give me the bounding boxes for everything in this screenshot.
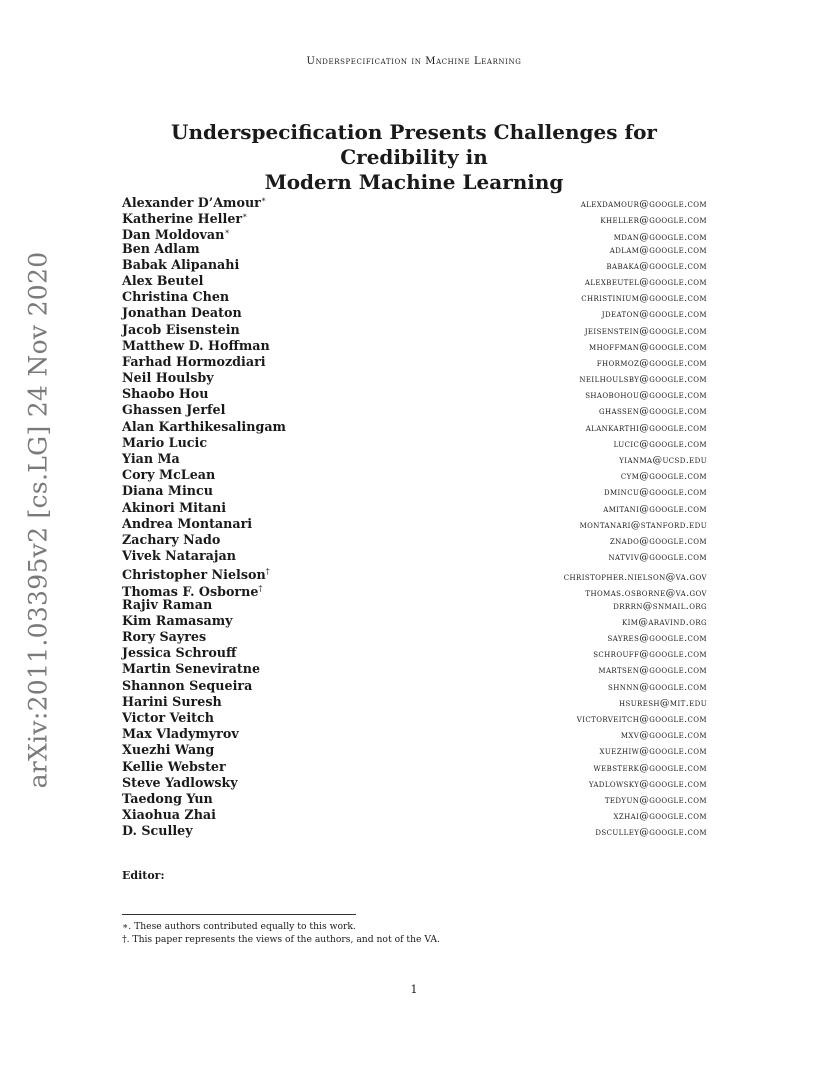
author-row <box>122 192 707 211</box>
author-name <box>122 322 240 338</box>
author-email: dmincu@google.com <box>603 487 707 499</box>
author-row <box>122 257 707 273</box>
title-line-2: Modern Machine Learning <box>264 170 564 194</box>
author-email: montanari@stanford.edu <box>579 519 707 531</box>
author-name <box>122 791 213 807</box>
footnotes <box>122 920 440 946</box>
author-name <box>122 257 239 273</box>
author-row <box>122 419 707 435</box>
author-row <box>122 354 707 370</box>
author-email: mxv@google.com <box>620 730 707 742</box>
author-name-text: Christopher Nielson <box>122 567 266 583</box>
author-email: adlam@google.com <box>609 244 707 256</box>
author-name-text: Jonathan Deaton <box>122 305 242 321</box>
author-name-text: Kim Ramasamy <box>122 612 233 628</box>
author-row <box>122 338 707 354</box>
author-email: cym@google.com <box>620 471 707 483</box>
author-email: shaobohou@google.com <box>585 390 707 402</box>
author-name <box>122 629 206 645</box>
author-row <box>122 597 707 613</box>
author-name-text: Mario Lucic <box>122 434 208 450</box>
author-email: lucic@google.com <box>613 438 707 450</box>
author-name-text: Harini Suresh <box>122 693 222 709</box>
author-email: alankarthi@google.com <box>585 422 707 434</box>
author-name <box>122 241 200 257</box>
author-email: babaka@google.com <box>606 260 707 272</box>
author-name-text: Akinori Mitani <box>122 499 227 515</box>
author-row <box>122 289 707 305</box>
author-row <box>122 370 707 386</box>
author-name <box>122 402 225 418</box>
author-row <box>122 726 707 742</box>
author-name <box>122 370 214 386</box>
author-name <box>122 645 236 661</box>
author-email: mdan@google.com <box>613 231 707 243</box>
author-row <box>122 548 707 564</box>
author-email: sayres@google.com <box>607 633 707 645</box>
author-name-text: Alan Karthikesalingam <box>122 418 286 434</box>
author-name <box>122 613 233 629</box>
author-name-text: Cory McLean <box>122 467 216 483</box>
author-row <box>122 322 707 338</box>
author-name-text: Andrea Montanari <box>122 515 253 531</box>
author-name <box>122 694 222 710</box>
paper-title <box>120 120 708 195</box>
author-name-text: Babak Alipanahi <box>122 256 240 272</box>
author-email: natviv@google.com <box>608 552 707 564</box>
author-row <box>122 451 707 467</box>
author-email: jdeaton@google.com <box>601 309 707 321</box>
footnote-va-disclaimer: †. This paper represents the views of the authors, and not of the VA. <box>122 934 440 945</box>
author-row <box>122 386 707 402</box>
author-email: dsculley@google.com <box>595 827 707 839</box>
author-email: hsuresh@mit.edu <box>619 697 707 709</box>
author-name-text: Steve Yadlowsky <box>122 774 238 790</box>
author-row <box>122 694 707 710</box>
author-email: victorveitch@google.com <box>576 714 707 725</box>
author-email: yianma@ucsd.edu <box>619 455 707 466</box>
author-name-text: Taedong Yun <box>122 790 213 806</box>
author-name <box>122 516 252 532</box>
author-name-text: Alexander D’Amour <box>122 195 261 211</box>
author-row <box>122 483 707 499</box>
running-head: Underspecification in Machine Learning <box>306 56 522 67</box>
author-name <box>122 532 220 548</box>
author-name <box>122 451 180 467</box>
author-name-text: Rajiv Raman <box>122 596 213 612</box>
author-row <box>122 629 707 645</box>
author-row <box>122 775 707 791</box>
author-name-text: Dan Moldovan <box>122 227 225 243</box>
author-email: shnnn@google.com <box>608 681 707 693</box>
author-row <box>122 564 707 583</box>
author-email: neilhoulsby@google.com <box>579 374 707 386</box>
author-email: kim@aravind.org <box>622 616 707 628</box>
author-name <box>122 338 270 354</box>
author-email: alexbeutel@google.com <box>584 276 707 288</box>
author-row <box>122 791 707 807</box>
author-name-text: Yian Ma <box>122 451 180 466</box>
author-email: amitani@google.com <box>603 503 707 515</box>
author-row <box>122 645 707 661</box>
author-name <box>122 742 214 758</box>
author-name-text: Zachary Nado <box>122 531 221 547</box>
author-name-text: Christina Chen <box>122 289 230 305</box>
author-name-text: Farhad Hormozdiari <box>122 353 266 369</box>
author-email: mhoffman@google.com <box>589 341 707 353</box>
author-name <box>122 807 216 823</box>
author-name-text: D. Sculley <box>122 823 193 839</box>
author-name-text: Max Vladymyrov <box>122 726 239 742</box>
author-email: martsen@google.com <box>598 665 707 677</box>
author-name <box>122 273 204 289</box>
author-email: kheller@google.com <box>600 215 707 227</box>
author-email: ghassen@google.com <box>599 406 707 418</box>
author-email: christopher.nielson@va.gov <box>563 571 707 583</box>
author-email: xzhai@google.com <box>613 811 707 823</box>
author-row <box>122 661 707 677</box>
author-name <box>122 823 193 839</box>
author-row <box>122 742 707 758</box>
author-footnote-mark: ∗ <box>224 227 230 237</box>
author-row <box>122 402 707 418</box>
author-name <box>122 435 207 451</box>
page-number: 1 <box>410 983 418 996</box>
author-row <box>122 467 707 483</box>
author-name-text: Vivek Natarajan <box>122 548 236 564</box>
author-name-text: Jacob Eisenstein <box>122 321 240 337</box>
title-line-1: Underspecification Presents Challenges for Credibility in <box>171 120 657 169</box>
author-row <box>122 273 707 289</box>
author-row <box>122 305 707 321</box>
author-name <box>122 726 239 742</box>
author-name-text: Xiaohua Zhai <box>122 807 216 823</box>
author-list <box>122 192 707 840</box>
author-name-text: Shannon Sequeira <box>122 677 253 693</box>
author-name-text: Neil Houlsby <box>122 370 214 386</box>
author-row <box>122 807 707 823</box>
author-name <box>122 289 229 305</box>
author-name-text: Kellie Webster <box>122 758 226 774</box>
author-row <box>122 613 707 629</box>
author-row <box>122 710 707 726</box>
author-name-text: Martin Seneviratne <box>122 661 261 677</box>
author-name-text: Ghassen Jerfel <box>122 402 226 418</box>
author-name <box>122 305 242 321</box>
author-name <box>122 548 236 564</box>
author-name-text: Ben Adlam <box>122 240 200 256</box>
author-email: drrrn@snmail.org <box>613 600 707 612</box>
author-name <box>122 483 213 499</box>
author-email: fhormoz@google.com <box>596 357 707 369</box>
author-name <box>122 710 214 726</box>
footnote-rule <box>122 914 356 915</box>
author-row <box>122 516 707 532</box>
author-email: yadlowsky@google.com <box>588 778 707 790</box>
author-email: tedyun@google.com <box>604 794 707 806</box>
author-footnote-mark: ∗ <box>242 211 248 221</box>
author-email: znado@google.com <box>609 535 707 547</box>
author-name <box>122 678 252 694</box>
author-name <box>122 775 238 791</box>
author-name <box>122 386 209 402</box>
author-name <box>122 759 226 775</box>
author-email: jeisenstein@google.com <box>584 325 707 337</box>
author-email: schrouff@google.com <box>593 649 707 661</box>
author-name <box>122 354 266 370</box>
author-row <box>122 759 707 775</box>
author-email: thomas.osborne@va.gov <box>585 587 707 599</box>
arxiv-stamp: arXiv:2011.03395v2 [cs.LG] 24 Nov 2020 <box>23 251 53 789</box>
author-name <box>122 419 286 435</box>
author-name-text: Shaobo Hou <box>122 386 209 402</box>
author-email: christinium@google.com <box>581 293 707 305</box>
author-row <box>122 823 707 839</box>
author-row <box>122 678 707 694</box>
author-name <box>122 500 226 516</box>
footnote-equal-contribution: ∗. These authors contributed equally to this work. <box>122 921 356 932</box>
author-name-text: Xuezhi Wang <box>122 742 215 758</box>
author-name-text: Diana Mincu <box>122 483 213 499</box>
author-footnote-mark: † <box>258 583 263 593</box>
author-name-text: Victor Veitch <box>122 710 214 725</box>
author-name-text: Thomas F. Osborne <box>122 583 259 599</box>
author-name <box>122 597 212 613</box>
author-row <box>122 532 707 548</box>
author-footnote-mark: † <box>265 567 270 577</box>
author-name-text: Matthew D. Hoffman <box>122 337 270 353</box>
author-name-text: Katherine Heller <box>122 211 243 227</box>
author-footnote-mark: ∗ <box>260 195 267 204</box>
author-email: xuezhiw@google.com <box>599 746 707 758</box>
author-name <box>122 467 215 483</box>
author-name <box>122 661 260 677</box>
author-email: websterk@google.com <box>593 762 707 774</box>
editor-label: Editor: <box>122 869 165 882</box>
author-email: alexdamour@google.com <box>580 199 707 211</box>
author-name-text: Rory Sayres <box>122 629 207 645</box>
author-name-text: Alex Beutel <box>122 272 204 288</box>
author-name-text: Jessica Schrouff <box>122 645 237 661</box>
author-row <box>122 500 707 516</box>
author-row <box>122 435 707 451</box>
